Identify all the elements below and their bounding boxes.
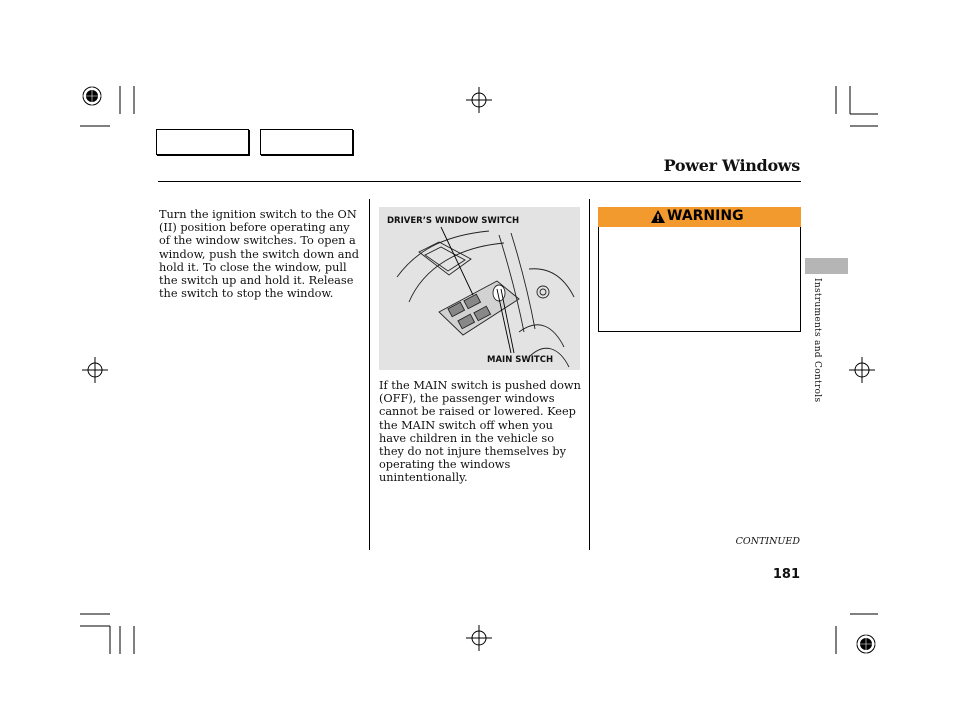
left-column-text: Turn the ignition switch to the ON (II) position before operating any of the window switches. To open a window, push the switch down and hold it. To close the window, pull the switch up and hold it. Release the switch to stop the window. — [159, 208, 359, 301]
continued-label: CONTINUED — [735, 536, 800, 547]
header-rule — [158, 181, 801, 182]
warning-heading: WARNING — [667, 208, 744, 224]
page-number: 181 — [772, 567, 800, 582]
registration-target-top-left — [80, 84, 104, 108]
section-label: Instruments and Controls — [812, 278, 822, 403]
nav-box-left — [156, 129, 249, 155]
figure-label-main-switch: MAIN SWITCH — [487, 355, 554, 365]
window-switch-figure — [379, 207, 580, 370]
section-tab — [805, 258, 848, 274]
column-divider-2 — [589, 199, 590, 550]
door-panel-illustration — [379, 207, 580, 370]
registration-target-bottom-right — [854, 632, 878, 656]
warning-box — [598, 227, 801, 332]
warning-header — [598, 207, 801, 227]
figure-label-drivers-window-switch: DRIVER’S WINDOW SWITCH — [387, 216, 520, 226]
warning-triangle-icon — [651, 210, 665, 223]
nav-box-right — [260, 129, 353, 155]
page-title: Power Windows — [663, 156, 800, 175]
middle-column-text: If the MAIN switch is pushed down (OFF), the passenger windows cannot be raised or lowered. Keep the MAIN switch off when you have children in the vehicle so they do not injure themselves by operating the windows unintentionally. — [379, 379, 581, 485]
column-divider-1 — [369, 199, 370, 550]
